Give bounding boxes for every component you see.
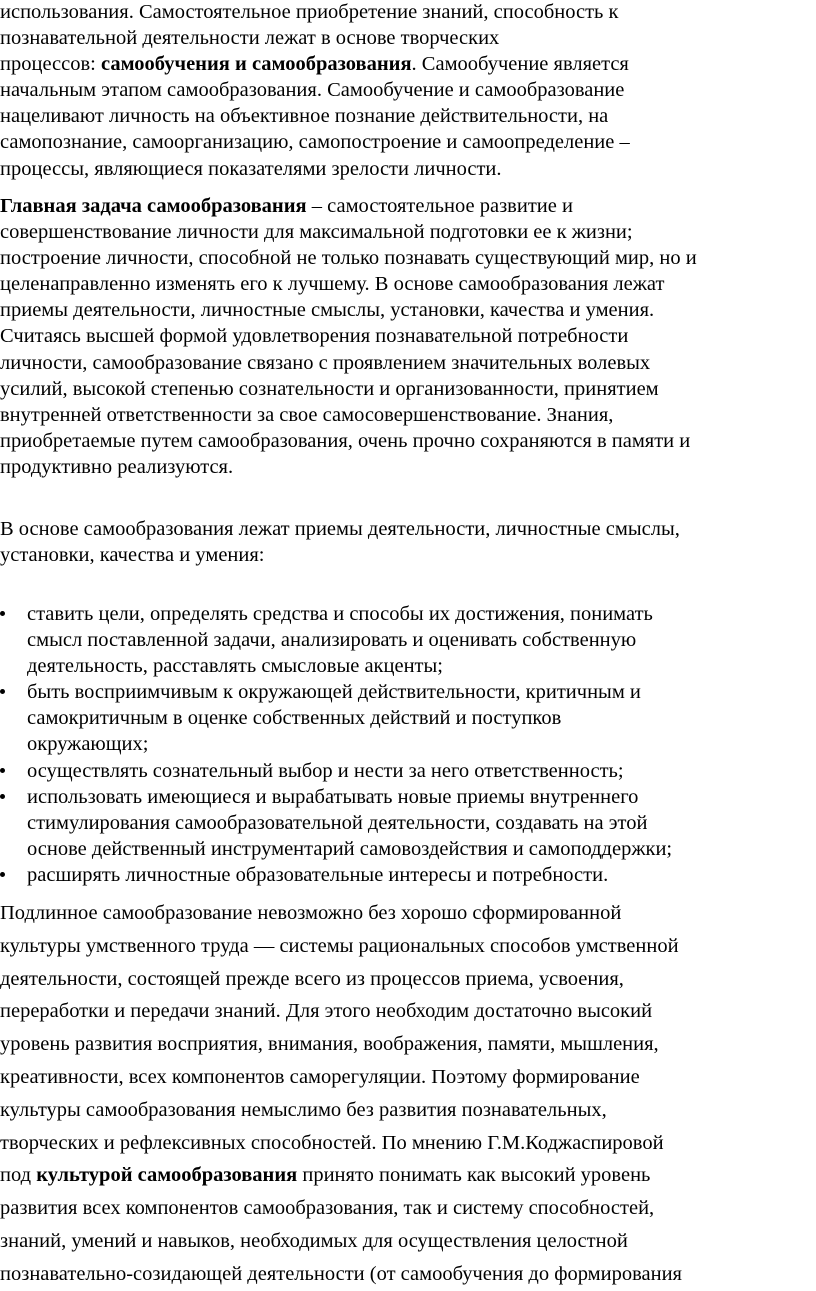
text-line: использовать имеющиеся и вырабатывать новые приемы внутреннего	[27, 785, 639, 808]
text-line	[0, 193, 812, 219]
bullet-icon	[0, 689, 5, 694]
paragraph-main-task	[0, 193, 812, 480]
bullet-icon	[0, 611, 5, 616]
text-line: приобретаемые путем самообразования, очень прочно сохраняются в памяти и	[0, 429, 691, 452]
text-line: окружающих;	[27, 733, 149, 756]
bullet-icon	[0, 872, 5, 877]
paragraph-intro	[0, 0, 812, 182]
text-line: самопознание, самоорганизацию, самопостроение и самоопределение –	[0, 131, 630, 154]
text-line: стимулирования самообразовательной деятельности, создавать на этой	[27, 811, 648, 834]
text-line: внутренней ответственности за свое самосовершенствование. Знания,	[0, 403, 614, 426]
text-line: смысл поставленной задачи, анализировать и оценивать собственную	[27, 629, 637, 652]
text-line: знаний, умений и навыков, необходимых для осуществления целостной	[0, 1229, 628, 1252]
text-line: основе действенный инструментарий самовоздействия и самоподдержки;	[27, 837, 673, 860]
text-line: целенаправленно изменять его к лучшему. В основе самообразования лежат	[0, 273, 665, 296]
text-line: быть восприимчивым к окружающей действительности, критичным и	[27, 681, 641, 704]
bullet-icon	[0, 768, 5, 773]
text-line	[0, 1159, 812, 1192]
text-line: расширять личностные образовательные интересы и потребности.	[27, 863, 609, 886]
text-line: начальным этапом самообразования. Самообучение и самообразование	[0, 79, 625, 102]
list-item	[0, 862, 812, 888]
bullet-icon	[0, 794, 5, 799]
text-line: творческих и рефлексивных способностей. По мнению Г.М.Коджаспировой	[0, 1131, 664, 1154]
bold-term-self-education: самообучения и самообразования	[101, 53, 412, 76]
text-line	[0, 51, 812, 77]
text-line: Считаясь высшей формой удовлетворения познавательной потребности	[0, 325, 629, 348]
text-line: познавательно-созидающей деятельности (от самообучения до формирования	[0, 1262, 682, 1285]
text-line: осуществлять сознательный выбор и нести за него ответственность;	[27, 759, 624, 782]
bold-term-main-task: Главная задача самообразования	[0, 195, 307, 217]
text-line: ставить цели, определять средства и способы их достижения, понимать	[27, 603, 653, 625]
list-item	[0, 601, 812, 679]
text-line: культуры самообразования немыслимо без развития познавательных,	[0, 1098, 607, 1121]
text-fragment: под	[0, 1164, 37, 1187]
list-item	[0, 679, 812, 757]
text-line: самокритичным в оценке собственных действий и поступков	[27, 707, 562, 730]
text-line: нацеливают личность на объективное познание действительности, на	[0, 105, 609, 128]
text-line: продуктивно реализуются.	[0, 455, 234, 478]
text-line: переработки и передачи знаний. Для этого необходим достаточно высокий	[0, 1000, 653, 1023]
text-fragment: принято понимать как высокий уровень	[297, 1164, 651, 1187]
text-line: культуры умственного труда — системы рациональных способов умственной	[0, 934, 679, 957]
text-line: приемы деятельности, личностные смыслы, установки, качества и умения.	[0, 299, 655, 322]
text-line: развития всех компонентов самообразования, так и систему способностей,	[0, 1197, 655, 1220]
text-line: деятельность, расставлять смысловые акценты;	[27, 655, 443, 678]
text-line: личности, самообразование связано с проявлением значительных волевых	[0, 351, 651, 374]
text-line: В основе самообразования лежат приемы деятельности, личностные смыслы,	[0, 518, 680, 540]
list-item	[0, 758, 812, 784]
text-fragment: процессов:	[0, 53, 101, 76]
bold-term-culture: культурой самообразования	[36, 1164, 298, 1187]
text-line: построение личности, способной не только познавать существующий мир, но и	[0, 247, 697, 270]
text-line: уровень развития восприятия, внимания, воображения, памяти, мышления,	[0, 1033, 659, 1056]
text-line: совершенствование личности для максимальной подготовки ее к жизни;	[0, 221, 633, 244]
text-line: процессы, являющиеся показателями зрелости личности.	[0, 157, 502, 180]
text-line: установки, качества и умения:	[0, 544, 265, 567]
paragraph-culture	[0, 897, 812, 1291]
bullet-list	[0, 601, 812, 888]
text-line: усилий, высокой степенью сознательности и организованности, принятием	[0, 377, 659, 400]
text-line: познавательной деятельности лежат в основе творческих	[0, 27, 500, 50]
list-item	[0, 784, 812, 862]
text-line: креативности, всех компонентов саморегуляции. Поэтому формирование	[0, 1065, 640, 1088]
text-fragment: – самостоятельное развитие и	[306, 195, 573, 217]
paragraph-basis	[0, 516, 812, 568]
text-fragment: . Самообучение является	[411, 53, 629, 76]
text-line: использования. Самостоятельное приобретение знаний, способность к	[0, 1, 619, 23]
text-line: Подлинное самообразование невозможно без хорошо сформированной	[0, 902, 622, 924]
text-line: деятельности, состоящей прежде всего из процессов приема, усвоения,	[0, 967, 624, 990]
